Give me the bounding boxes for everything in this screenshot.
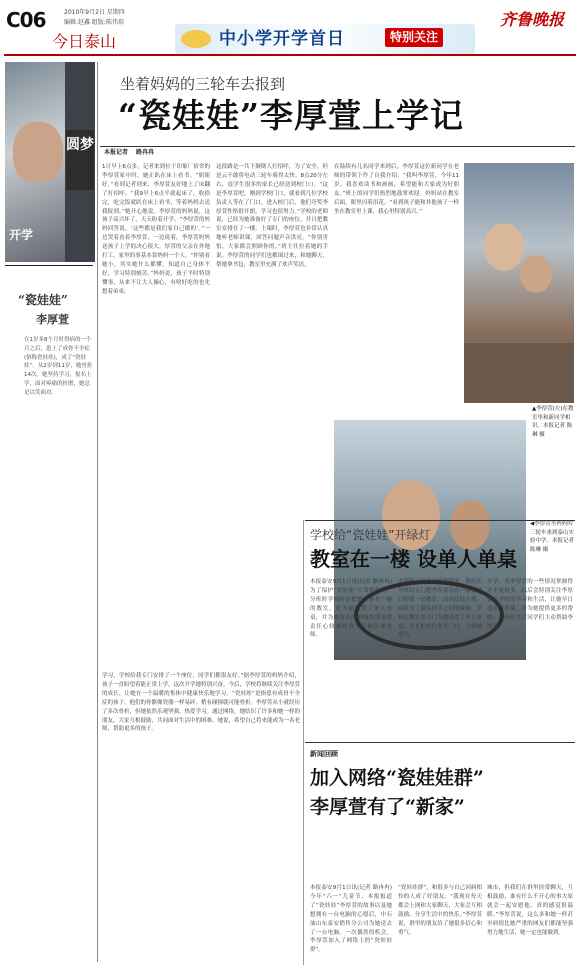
section3-label: 新闻回顾 bbox=[310, 750, 338, 758]
photo-desk bbox=[464, 343, 574, 403]
column-divider bbox=[97, 62, 98, 962]
photo-caption-2: ◀李厚萱坐妈妈的三轮车来到泰山实验中学。本报记者 陈琳 摄 bbox=[530, 521, 575, 553]
story-headline: “瓷娃娃”李厚萱上学记 bbox=[118, 96, 464, 135]
page-meta bbox=[64, 8, 125, 27]
page-number: C06 bbox=[6, 8, 46, 32]
header-rule bbox=[4, 54, 576, 56]
banner-tag: 特别关注 bbox=[385, 28, 443, 47]
photo-face bbox=[484, 223, 524, 271]
section2-column-1: 本报泰安9月1日讯(记者 路冉冉)为了保护“瓷娃娃”不受到伤害，分班时学校特意把她安排在一楼的教室，还为她设置了单人单桌，并为她所在的班级特别安排责任心较强的班主任和任课老师。 bbox=[310, 579, 392, 639]
photo-face bbox=[520, 255, 552, 293]
classroom-photo bbox=[464, 163, 574, 403]
section-rule bbox=[305, 742, 575, 743]
issue-date: 2010年9月2日 星期四 bbox=[64, 9, 125, 16]
photo-child bbox=[13, 122, 63, 182]
section3-column-1: 本报泰安9月1日讯(记者 路冉冉)今年“六一”儿童节，本报报道了“瓷娃娃”李厚萱的故事以及她想拥有一台电脑的心愿后，中石油山东泰安销售分公司为她送去了一台电脑。一次偶然的机会，李厚萱加入了网络上的“瓷娃娃群”。 bbox=[310, 885, 392, 954]
sidebar-rule bbox=[5, 265, 93, 266]
story-byline bbox=[104, 149, 160, 158]
section3-column-3: 城市，但我们在群里经常聊天，互相鼓励，谁有什么不开心的事大家就会一起安慰他。真的感觉很温暖。”李厚萱说，这么多和她一样甚至病情比她严重的网友们都能坚强努力地生活，她一定也能做到。 bbox=[487, 885, 573, 936]
editor-credits: 编辑:赵鑫 组版:陈伟琼 bbox=[64, 18, 124, 26]
section3-column-2: “瓷娃娃群”，和很多与自己同病相怜的人成了好朋友。“我现在每天都会上网和大家聊天，大家会互相鼓励，分享生活中的快乐。”李厚萱说，群里的朋友给了她很多信心和勇气。 bbox=[398, 885, 482, 936]
photo-caption-1: ▲李厚萱(左)在教室里和新同学相识。本报记者 陈琳 摄 bbox=[532, 406, 574, 438]
story-column-1: 1日早上6点多，记者来到位于印象厂宿舍的李厚萱家中时，她正趴在床上看书。“姐姐好，”看到记者到来，李厚萱友好地上了床翻了打招呼。“我9早上6点半就起床了，收拾完，吃完饭就趴在床上看书，等着妈妈去送我报到。”她开心地说。李厚萱的妈妈说，这孩子高兴坏了，天天盼着开学。“李厚萱的妈妈回答说，‘这些都是我们家自己做的’。”一边哭着看着李厚萱，一边说着，李厚萱妈妈送孩子上学的决心很大。厚萱的父亲在外地打工，家里的事基本靠妈妈一个人。“你别看她小，其实她什么都懂，知道自己身体不好，学习特别刻苦。”妈妈说，孩子平时特别懂事，从来不让大人操心，有啥好吃的也先想着弟弟。 bbox=[102, 164, 210, 295]
section2-headline: 教室在一楼 设单人单桌 bbox=[310, 547, 517, 571]
section2-column-2: 虑到孩子身体的特殊情况，我们在分班时专门把李厚萱分在一楼楼梯口的第一间教室，出出比较方便。同时为了避免同学之间的碰撞，学校在教室里专门为她设置了单人单桌，并且把座位靠近门口，方便她进出。 bbox=[398, 579, 482, 639]
topic-banner bbox=[175, 24, 475, 54]
section2-column-3: 开学，对李厚萱的一些情况掌握得还不是很多，以后会特别关注李厚萱在学校的学习和生活，让她早日适应新环境，并为她提供更多的帮助。学校还号召同学们主动帮助李厚萱。 bbox=[487, 579, 573, 630]
sidebar-paragraph: 在1岁多8个月时得病的一个月之后，患上了成骨不全症(俗称瓷娃娃)，成了“瓷娃娃”。从2岁到11岁，她骨折14次。她坚持学习，报名上学，面对疼痛的折磨，她总是以笑面对。 bbox=[24, 337, 93, 396]
lower-story-text: 学习，学校给我专门安排了一个座位，同学们都很友好。”据李厚萱的妈妈介绍，孩子一直盼望着能正常上学，这次开学她特别兴奋。今后，学校将继续关注李厚萱的成长，让她在一个温暖的集体中健康快乐地学习。“瓷娃娃”是指患有成骨不全症的孩子，他们的骨骼像瓷器一样易碎，稍有碰撞就可能骨折。李厚萱从小就经历了多次骨折，但她依然乐观坚强，热爱学习。通过网络，她结识了许多和她一样的朋友，大家互相鼓励，共同面对生活中的困难。她说，希望自己将来能成为一名老师，帮助更多的孩子。 bbox=[102, 673, 300, 733]
section-name: 今日泰山 bbox=[52, 32, 117, 51]
newspaper-logo: 齐鲁晚报 bbox=[500, 10, 565, 29]
story-kicker: 坐着妈妈的三轮车去报到 bbox=[120, 75, 286, 93]
section2-kicker: 学校给“瓷娃娃”开绿灯 bbox=[310, 528, 431, 542]
headline-rule bbox=[100, 146, 575, 147]
byline-name: 路冉冉 bbox=[135, 149, 154, 156]
sidebar-quote-title: “瓷娃娃” bbox=[18, 293, 68, 307]
banner-decoration bbox=[181, 30, 211, 48]
section3-headline-2: 李厚萱有了“新家” bbox=[310, 796, 465, 818]
dream-label: 圆梦 bbox=[66, 130, 94, 190]
photo-text: 开学 bbox=[9, 228, 34, 242]
page-header bbox=[0, 0, 580, 56]
section3-headline-1: 加入网络“瓷娃娃群” bbox=[310, 767, 484, 789]
story-column-3: 在陆续有几名同学来到后，李厚萱这位新同学在老师的带领下作了自我介绍：“我叫李厚萱，今年11岁，我喜欢读书和画画，希望能和大家成为好朋友。”班上的同学们热烈地鼓掌欢迎。妈妈站在教室后面，眼里闪着泪花。“看到孩子能和其他孩子一样坐在教室里上课，我心里特别高兴。” bbox=[334, 164, 459, 215]
section-rule bbox=[305, 520, 575, 521]
column-divider bbox=[303, 520, 304, 965]
sidebar-quote-author: 李厚萱 bbox=[36, 313, 69, 326]
story-column-2: 这段路是一共下颠倒人打招呼，为了安全，但是云不敢将电动三轮车骑得太快。8点20分左右，退学生很多的家长已经送到校门口。“这是李厚萱吧，刚到学校门口，就看到几位学校负责人等在了门口，进入校门后，他们夸奖李厚萱性格很开朗，学习也很努力。”学校的老师说，已经为她准备好了专门的座位，并且把教室安排在了一楼。上课时，李厚萱也非常认真地听老师讲课，回答问题声音洪亮。“你别害怕，大家都会照顾你的。”班主任拉着她的手说。李厚萱的同学们也都围过来，和她聊天，帮她拿书包，教室里充满了欢声笑语。 bbox=[216, 164, 328, 268]
banner-title: 中小学开学首日 bbox=[219, 29, 345, 49]
photo-face bbox=[450, 500, 490, 550]
byline-label: 本报记者 bbox=[104, 149, 129, 156]
